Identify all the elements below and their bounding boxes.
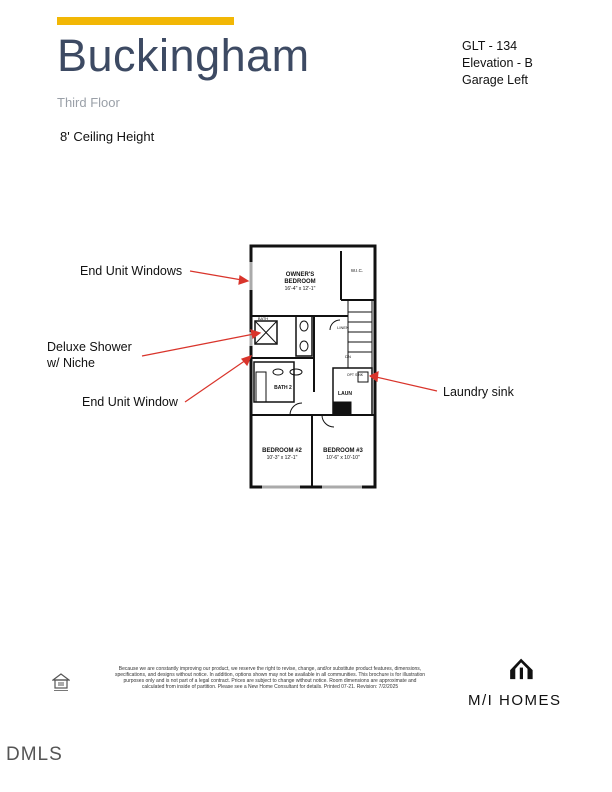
bedroom2-label: BEDROOM #2 xyxy=(262,448,302,454)
arrow-end-unit-windows xyxy=(190,271,242,280)
linen-closet xyxy=(333,402,351,415)
meta-line-3: Garage Left xyxy=(462,73,529,87)
laun-label: LAUN xyxy=(338,391,352,397)
bath2-label: BATH 2 xyxy=(274,385,292,391)
callout-laundry-sink: Laundry sink xyxy=(443,385,514,399)
stair xyxy=(348,300,372,368)
owners-bedroom-label-2: BEDROOM xyxy=(284,279,316,285)
meta-line-1: GLT - 134 xyxy=(462,39,518,53)
bedroom2-dims: 10'-3" x 12'-1" xyxy=(266,455,298,461)
callout-deluxe-shower xyxy=(47,339,132,371)
equal-housing-icon xyxy=(52,672,70,692)
vanity xyxy=(296,316,312,356)
callout-end-unit-window: End Unit Window xyxy=(82,395,178,409)
owners-bedroom-label: OWNER'S xyxy=(285,272,315,278)
mi-homes-logo xyxy=(468,656,578,692)
callout-deluxe-shower-line1: Deluxe Shower xyxy=(47,340,132,354)
brand-name: M/I HOMES xyxy=(468,692,562,709)
linen-label: LINEN xyxy=(337,325,349,330)
bath-2 xyxy=(254,362,294,402)
page-title: Buckingham xyxy=(57,30,310,81)
callout-end-unit-windows: End Unit Windows xyxy=(80,264,183,278)
arrow-laundry-sink xyxy=(376,377,437,391)
opt-sink-label: OPT SINK xyxy=(346,373,364,377)
callout-deluxe-shower-line2: w/ Niche xyxy=(47,356,95,370)
arrow-deluxe-shower xyxy=(142,334,254,356)
bedroom3-label: BEDROOM #3 xyxy=(323,448,363,454)
ceiling-height: 8' Ceiling Height xyxy=(60,129,155,144)
floor-subtitle: Third Floor xyxy=(57,95,120,110)
arrow-end-unit-window xyxy=(185,360,246,402)
bedroom3-dims: 10'-6" x 10'-10" xyxy=(326,455,360,461)
owners-bedroom-dims: 16'-4" x 12'-1" xyxy=(284,286,316,292)
bath-top-label: BATH xyxy=(257,316,269,321)
dn-label: DN xyxy=(345,354,351,359)
mls-watermark: DMLS xyxy=(6,744,63,765)
legal-disclaimer: Because we are constantly improving our product, we reserve the right to revise, change, and/or substitute product features, dimensions, specifications, and designs without notice. In addition, options shown may not be available in all communities. This brochure is for illustration purposes only and is not part of a legal contract. Prices are subject to change without notice. Room dimensions are approximate and calculated from inside of partition. Please see a New Home Consultant for details. Printed 07-21. Revision: 7/2/2025 xyxy=(114,666,426,690)
wic-label: W.I.C. xyxy=(350,268,364,273)
meta-line-2: Elevation - B xyxy=(462,56,533,70)
